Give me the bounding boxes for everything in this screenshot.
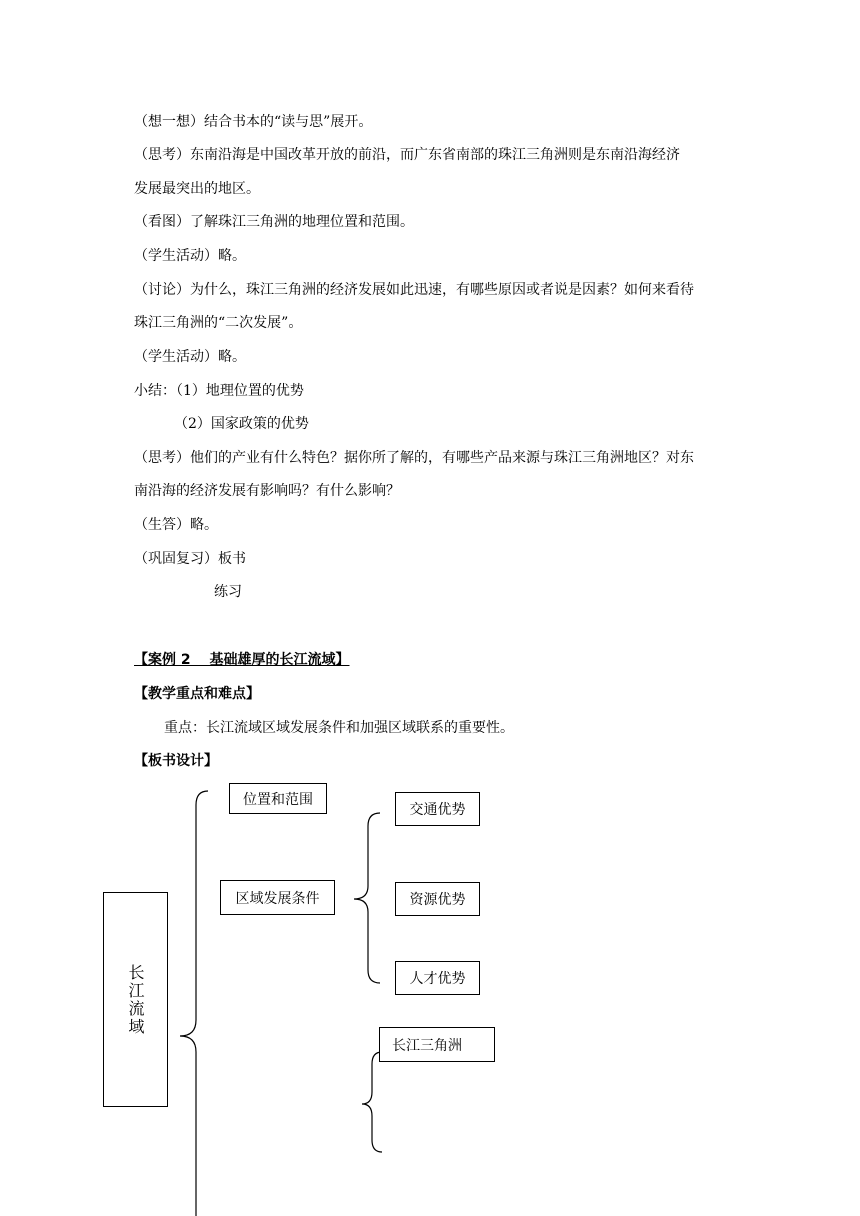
root-label: 长江流域 — [126, 963, 145, 1036]
transport-box: 交通优势 — [395, 792, 480, 826]
paragraph: （看图）了解珠江三角洲的地理位置和范围。 — [134, 214, 414, 230]
delta-brace — [362, 1052, 382, 1152]
paragraph: （2）国家政策的优势 — [174, 416, 309, 432]
paragraph: 练习 — [214, 584, 242, 600]
paragraph: （讨论）为什么，珠江三角洲的经济发展如此迅速，有哪些原因或者说是因素？如何来看待 — [134, 282, 694, 298]
resources-box: 资源优势 — [395, 882, 480, 916]
yangtze-delta-box: 长江三角洲 — [379, 1027, 495, 1062]
position-scope-box: 位置和范围 — [229, 783, 327, 814]
paragraph: （学生活动）略。 — [134, 349, 246, 365]
paragraph: 发展最突出的地区。 — [134, 181, 260, 197]
paragraph: （想一想）结合书本的“读与思”展开。 — [134, 114, 373, 130]
paragraph: 珠江三角洲的“二次发展”。 — [134, 315, 303, 331]
case-title: 【案例 2 基础雄厚的长江流域】 — [134, 652, 350, 668]
main-brace — [180, 791, 208, 1216]
paragraph: 南沿海的经济发展有影响吗？有什么影响？ — [134, 483, 400, 499]
paragraph: （生答）略。 — [134, 517, 218, 533]
key-points-heading: 【教学重点和难点】 — [134, 686, 260, 702]
paragraph: （思考）他们的产业有什么特色？据你所了解的，有哪些产品来源与珠江三角洲地区？对东 — [134, 450, 694, 466]
paragraph: 小结：（1）地理位置的优势 — [134, 383, 304, 399]
conditions-brace — [354, 813, 380, 983]
board-heading: 【板书设计】 — [134, 753, 218, 769]
key-points-text: 重点：长江流域区域发展条件和加强区域联系的重要性。 — [164, 720, 514, 736]
paragraph: （学生活动）略。 — [134, 248, 246, 264]
paragraph: （思考）东南沿海是中国改革开放的前沿，而广东省南部的珠江三角洲则是东南沿海经济 — [134, 147, 680, 163]
root-box — [103, 892, 168, 1107]
talent-box: 人才优势 — [395, 961, 480, 995]
paragraph: （巩固复习）板书 — [134, 551, 246, 567]
dev-conditions-box: 区域发展条件 — [220, 880, 335, 915]
